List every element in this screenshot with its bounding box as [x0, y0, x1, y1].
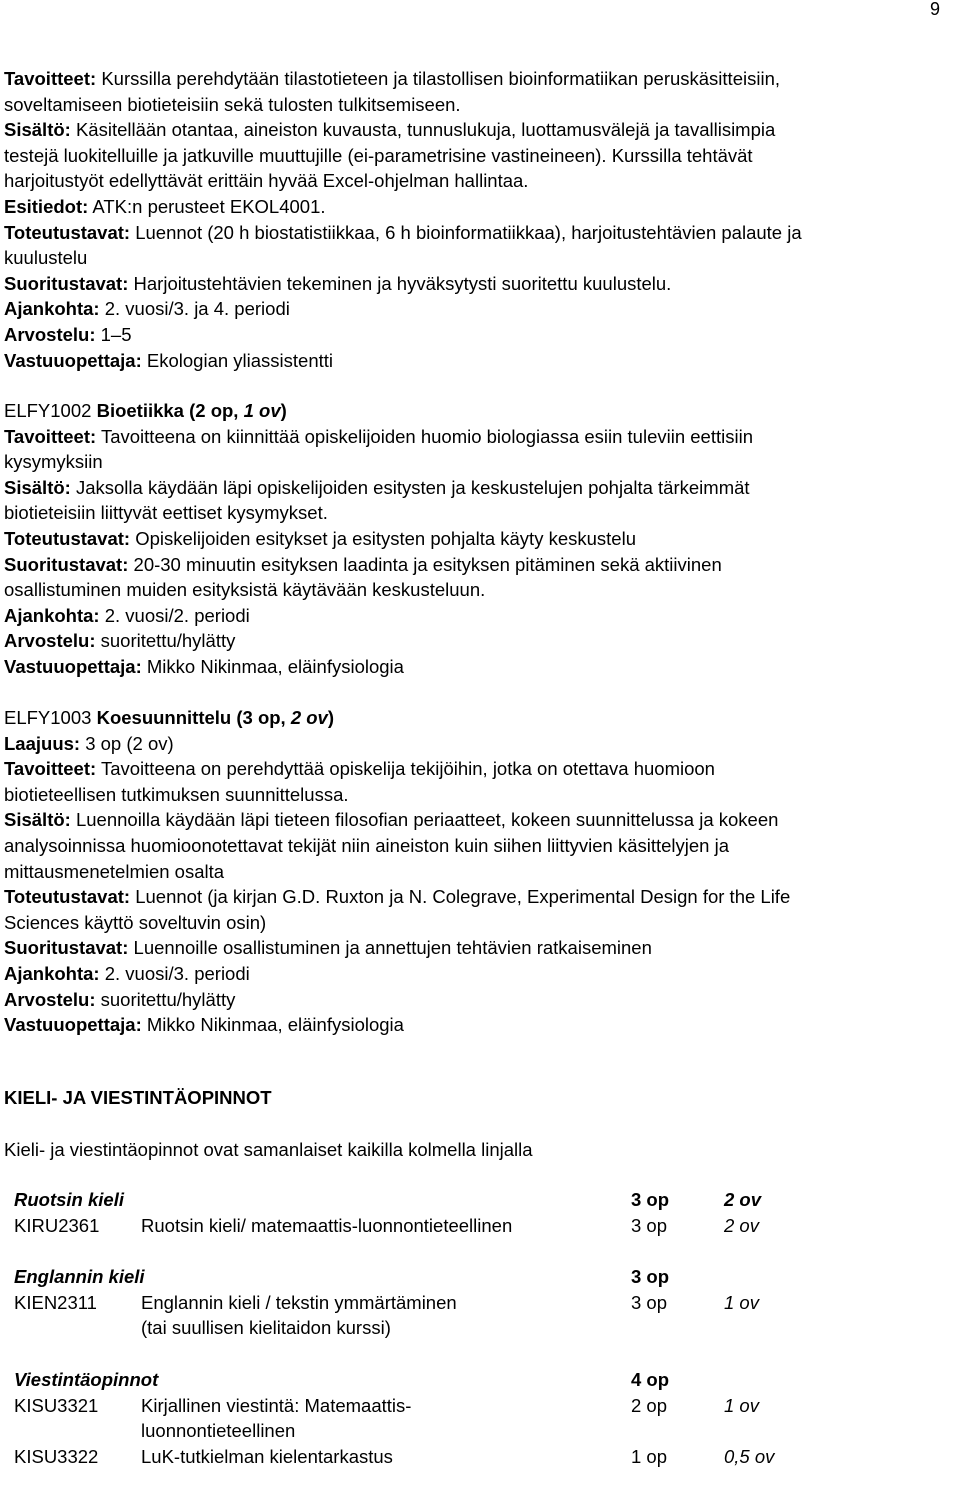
- course-title-close: ): [327, 707, 335, 728]
- teacher-line: [4, 1012, 960, 1038]
- course-name: Koesuunnittelu (3 op,: [96, 707, 286, 728]
- goals-line-2: soveltamiseen biotieteisiin sekä tulosten tulkitsemiseen.: [4, 93, 461, 115]
- timing-line: [4, 603, 960, 629]
- section-heading: KIELI- JA VIESTINTÄOPINNOT: [4, 1087, 272, 1108]
- timing-line: [4, 961, 960, 987]
- content-text: Luennoilla käydään läpi tieteen filosofian periaatteet, kokeen suunnittelussa ja kokeen: [75, 809, 779, 831]
- group-swedish: [14, 1187, 914, 1238]
- teacher-text: Ekologian yliassistentti: [146, 349, 334, 371]
- completion-label: Suoritustavat:: [4, 553, 129, 575]
- course-code: KISU3321: [14, 1394, 99, 1416]
- goals-label: Tavoitteet:: [4, 758, 97, 780]
- timing-line: [4, 296, 960, 322]
- course-code: KIRU2361: [14, 1214, 100, 1236]
- impl-text: Luennot (ja kirjan G.D. Ruxton ja N. Colegrave, Experimental Design for the Life: [135, 886, 791, 908]
- teacher-line: [4, 654, 960, 680]
- teacher-text: Mikko Nikinmaa, eläinfysiologia: [146, 655, 404, 677]
- teacher-line: [4, 348, 960, 374]
- course-code: KIEN2311: [14, 1291, 97, 1313]
- timing-label: Ajankohta:: [4, 604, 100, 626]
- course-name: Ruotsin kieli/ matemaattis-luonnontieteellinen: [141, 1214, 513, 1236]
- course-row: [14, 1393, 914, 1444]
- timing-text: 2. vuosi/3. ja 4. periodi: [104, 298, 290, 320]
- group-ov: 2 ov: [724, 1189, 762, 1210]
- scope-label: Laajuus:: [4, 732, 81, 754]
- timing-label: Ajankohta:: [4, 298, 100, 320]
- course-op: 1 op: [631, 1445, 668, 1467]
- course-row: [14, 1290, 914, 1341]
- course-experimental-design: [4, 705, 960, 1038]
- impl-line: [4, 526, 960, 552]
- course-name: [141, 1393, 631, 1444]
- timing-label: Ajankohta:: [4, 962, 100, 984]
- impl-line-2: Sciences käyttö soveltuvin osin): [4, 911, 267, 933]
- impl-label: Toteutustavat:: [4, 886, 131, 908]
- course-title: [4, 398, 960, 424]
- impl-label: Toteutustavat:: [4, 221, 131, 243]
- teacher-label: Vastuuopettaja:: [4, 1014, 142, 1036]
- course-ov: 2 ov: [290, 707, 328, 728]
- group-english: [14, 1264, 914, 1341]
- course-ov: 2 ov: [724, 1214, 759, 1236]
- group-title: Viestintäopinnot: [14, 1368, 159, 1390]
- completion-text: Harjoitustehtävien tekeminen ja hyväksytysti suoritettu kuulustelu.: [133, 272, 672, 294]
- course-row: [14, 1213, 914, 1239]
- content-line-3: harjoitustyöt edellyttävät erittäin hyvää Excel-ohjelman hallintaa.: [4, 170, 529, 192]
- goals-text: Tavoitteena on kiinnittää opiskelijoiden huomio biologiassa esiin tuleviin eettisiin: [100, 425, 753, 447]
- grading-line: [4, 628, 960, 654]
- content-line-2: analysoinnissa huomioonotettavat tekijät niin aineiston kuin siihen liittyvien käsittelyjen ja: [4, 834, 729, 856]
- grading-text: 1–5: [100, 323, 132, 345]
- goals-line-1: [4, 756, 960, 782]
- course-title-close: ): [280, 400, 287, 421]
- group-op: 4 op: [631, 1368, 670, 1390]
- course-ov: 1 ov: [724, 1394, 759, 1416]
- impl-text: Opiskelijoiden esitykset ja esitysten pohjalta käyty keskustelu: [135, 527, 636, 549]
- course-bioethics: [4, 398, 960, 680]
- content-label: Sisältö:: [4, 809, 71, 831]
- goals-label: Tavoitteet:: [4, 425, 97, 447]
- course-biostatistics: [4, 66, 960, 373]
- impl-text: Luennot (20 h biostatistiikkaa, 6 h bioinformatiikkaa), harjoitustehtävien palaute ja: [135, 221, 802, 243]
- group-op: 3 op: [631, 1189, 670, 1210]
- group-title: Ruotsin kieli: [14, 1189, 124, 1210]
- completion-text: 20-30 minuutin esityksen laadinta ja esityksen pitäminen sekä aktiivinen: [133, 553, 722, 575]
- course-ov: 1 ov: [724, 1291, 759, 1313]
- completion-label: Suoritustavat:: [4, 937, 129, 959]
- content-label: Sisältö:: [4, 119, 71, 141]
- course-name-line-1: Kirjallinen viestintä: Matemaattis-: [141, 1394, 412, 1416]
- scope-text: 3 op (2 ov): [85, 732, 174, 754]
- teacher-label: Vastuuopettaja:: [4, 349, 142, 371]
- goals-line-1: [4, 66, 960, 92]
- grading-label: Arvostelu:: [4, 988, 96, 1010]
- content-line-1: [4, 117, 960, 143]
- prereq-line: [4, 194, 960, 220]
- course-title: [4, 705, 960, 731]
- impl-line-2: kuulustelu: [4, 247, 88, 269]
- prereq-label: Esitiedot:: [4, 195, 89, 217]
- teacher-label: Vastuuopettaja:: [4, 655, 142, 677]
- group-header: [14, 1264, 914, 1290]
- course-row: [14, 1444, 914, 1470]
- language-course-tables: [14, 1187, 914, 1495]
- timing-text: 2. vuosi/3. periodi: [104, 962, 250, 984]
- scope-line: [4, 731, 960, 757]
- content-line-2: testejä luokitelluille ja jatkuville muuttujille (ei-parametrisine vastineineen). Kurssilla tehtävät: [4, 144, 753, 166]
- goals-line-2: kysymyksiin: [4, 451, 103, 473]
- completion-line: [4, 935, 960, 961]
- content-line-2: biotieteisiin liittyvät eettiset kysymykset.: [4, 502, 328, 524]
- timing-text: 2. vuosi/2. periodi: [104, 604, 250, 626]
- grading-text: suoritettu/hylätty: [100, 630, 236, 652]
- course-name-line-1: Englannin kieli / tekstin ymmärtäminen: [141, 1291, 457, 1313]
- impl-label: Toteutustavat:: [4, 527, 131, 549]
- goals-text: Kurssilla perehdytään tilastotieteen ja tilastollisen bioinformatiikan peruskäsitteisiin,: [101, 68, 780, 89]
- goals-line-2: biotieteellisen tutkimuksen suunnittelussa.: [4, 783, 349, 805]
- grading-line: [4, 322, 960, 348]
- course-name-line-2: luonnontieteellinen: [141, 1420, 296, 1442]
- page-number: 9: [929, 0, 940, 19]
- grading-text: suoritettu/hylätty: [100, 988, 236, 1010]
- completion-line: [4, 271, 960, 297]
- completion-label: Suoritustavat:: [4, 272, 129, 294]
- teacher-text: Mikko Nikinmaa, eläinfysiologia: [146, 1014, 404, 1036]
- course-ov: 0,5 ov: [724, 1445, 775, 1467]
- content-line-1: [4, 807, 960, 833]
- group-op: 3 op: [631, 1266, 670, 1288]
- content-text: Jaksolla käydään läpi opiskelijoiden esitysten ja keskustelujen pohjalta tärkeimmät: [75, 476, 750, 498]
- grading-label: Arvostelu:: [4, 323, 96, 345]
- completion-line-2: osallistuminen muiden esityksistä käytävään keskusteluun.: [4, 579, 486, 601]
- completion-text: Luennoille osallistuminen ja annettujen tehtävien ratkaiseminen: [133, 937, 652, 959]
- course-op: 3 op: [631, 1214, 668, 1236]
- goals-line-1: [4, 424, 960, 450]
- course-name-line-2: (tai suullisen kielitaidon kurssi): [141, 1317, 391, 1339]
- grading-line: [4, 987, 960, 1013]
- prereq-text: ATK:n perusteet EKOL4001.: [92, 195, 326, 217]
- course-op: 3 op: [631, 1291, 668, 1313]
- completion-line-1: [4, 552, 960, 578]
- impl-line-1: [4, 884, 960, 910]
- group-header: [14, 1367, 914, 1393]
- course-code: KISU3322: [14, 1445, 99, 1467]
- course-code: ELFY1003: [4, 707, 92, 728]
- group-communication: [14, 1367, 914, 1469]
- group-header: [14, 1187, 914, 1213]
- course-name: [141, 1290, 631, 1341]
- content-text: Käsitellään otantaa, aineiston kuvausta, tunnuslukuja, luottamusvälejä ja tavallisimpia: [75, 119, 776, 141]
- content-label: Sisältö:: [4, 476, 71, 498]
- content-line-3: mittausmenetelmien osalta: [4, 860, 225, 882]
- goals-label: Tavoitteet:: [4, 68, 97, 89]
- section-intro: Kieli- ja viestintäopinnot ovat samanlaiset kaikilla kolmella linjalla: [4, 1139, 533, 1160]
- course-code: ELFY1002: [4, 400, 92, 421]
- content-line-1: [4, 475, 960, 501]
- course-op: 2 op: [631, 1394, 668, 1416]
- course-ov: 1 ov: [243, 400, 281, 421]
- group-title: Englannin kieli: [14, 1266, 145, 1288]
- course-name: Bioetiikka (2 op,: [96, 400, 239, 421]
- impl-line-1: [4, 220, 960, 246]
- course-name: LuK-tutkielman kielentarkastus: [141, 1445, 393, 1467]
- grading-label: Arvostelu:: [4, 630, 96, 652]
- goals-text: Tavoitteena on perehdyttää opiskelija tekijöihin, jotka on otettava huomioon: [100, 758, 715, 780]
